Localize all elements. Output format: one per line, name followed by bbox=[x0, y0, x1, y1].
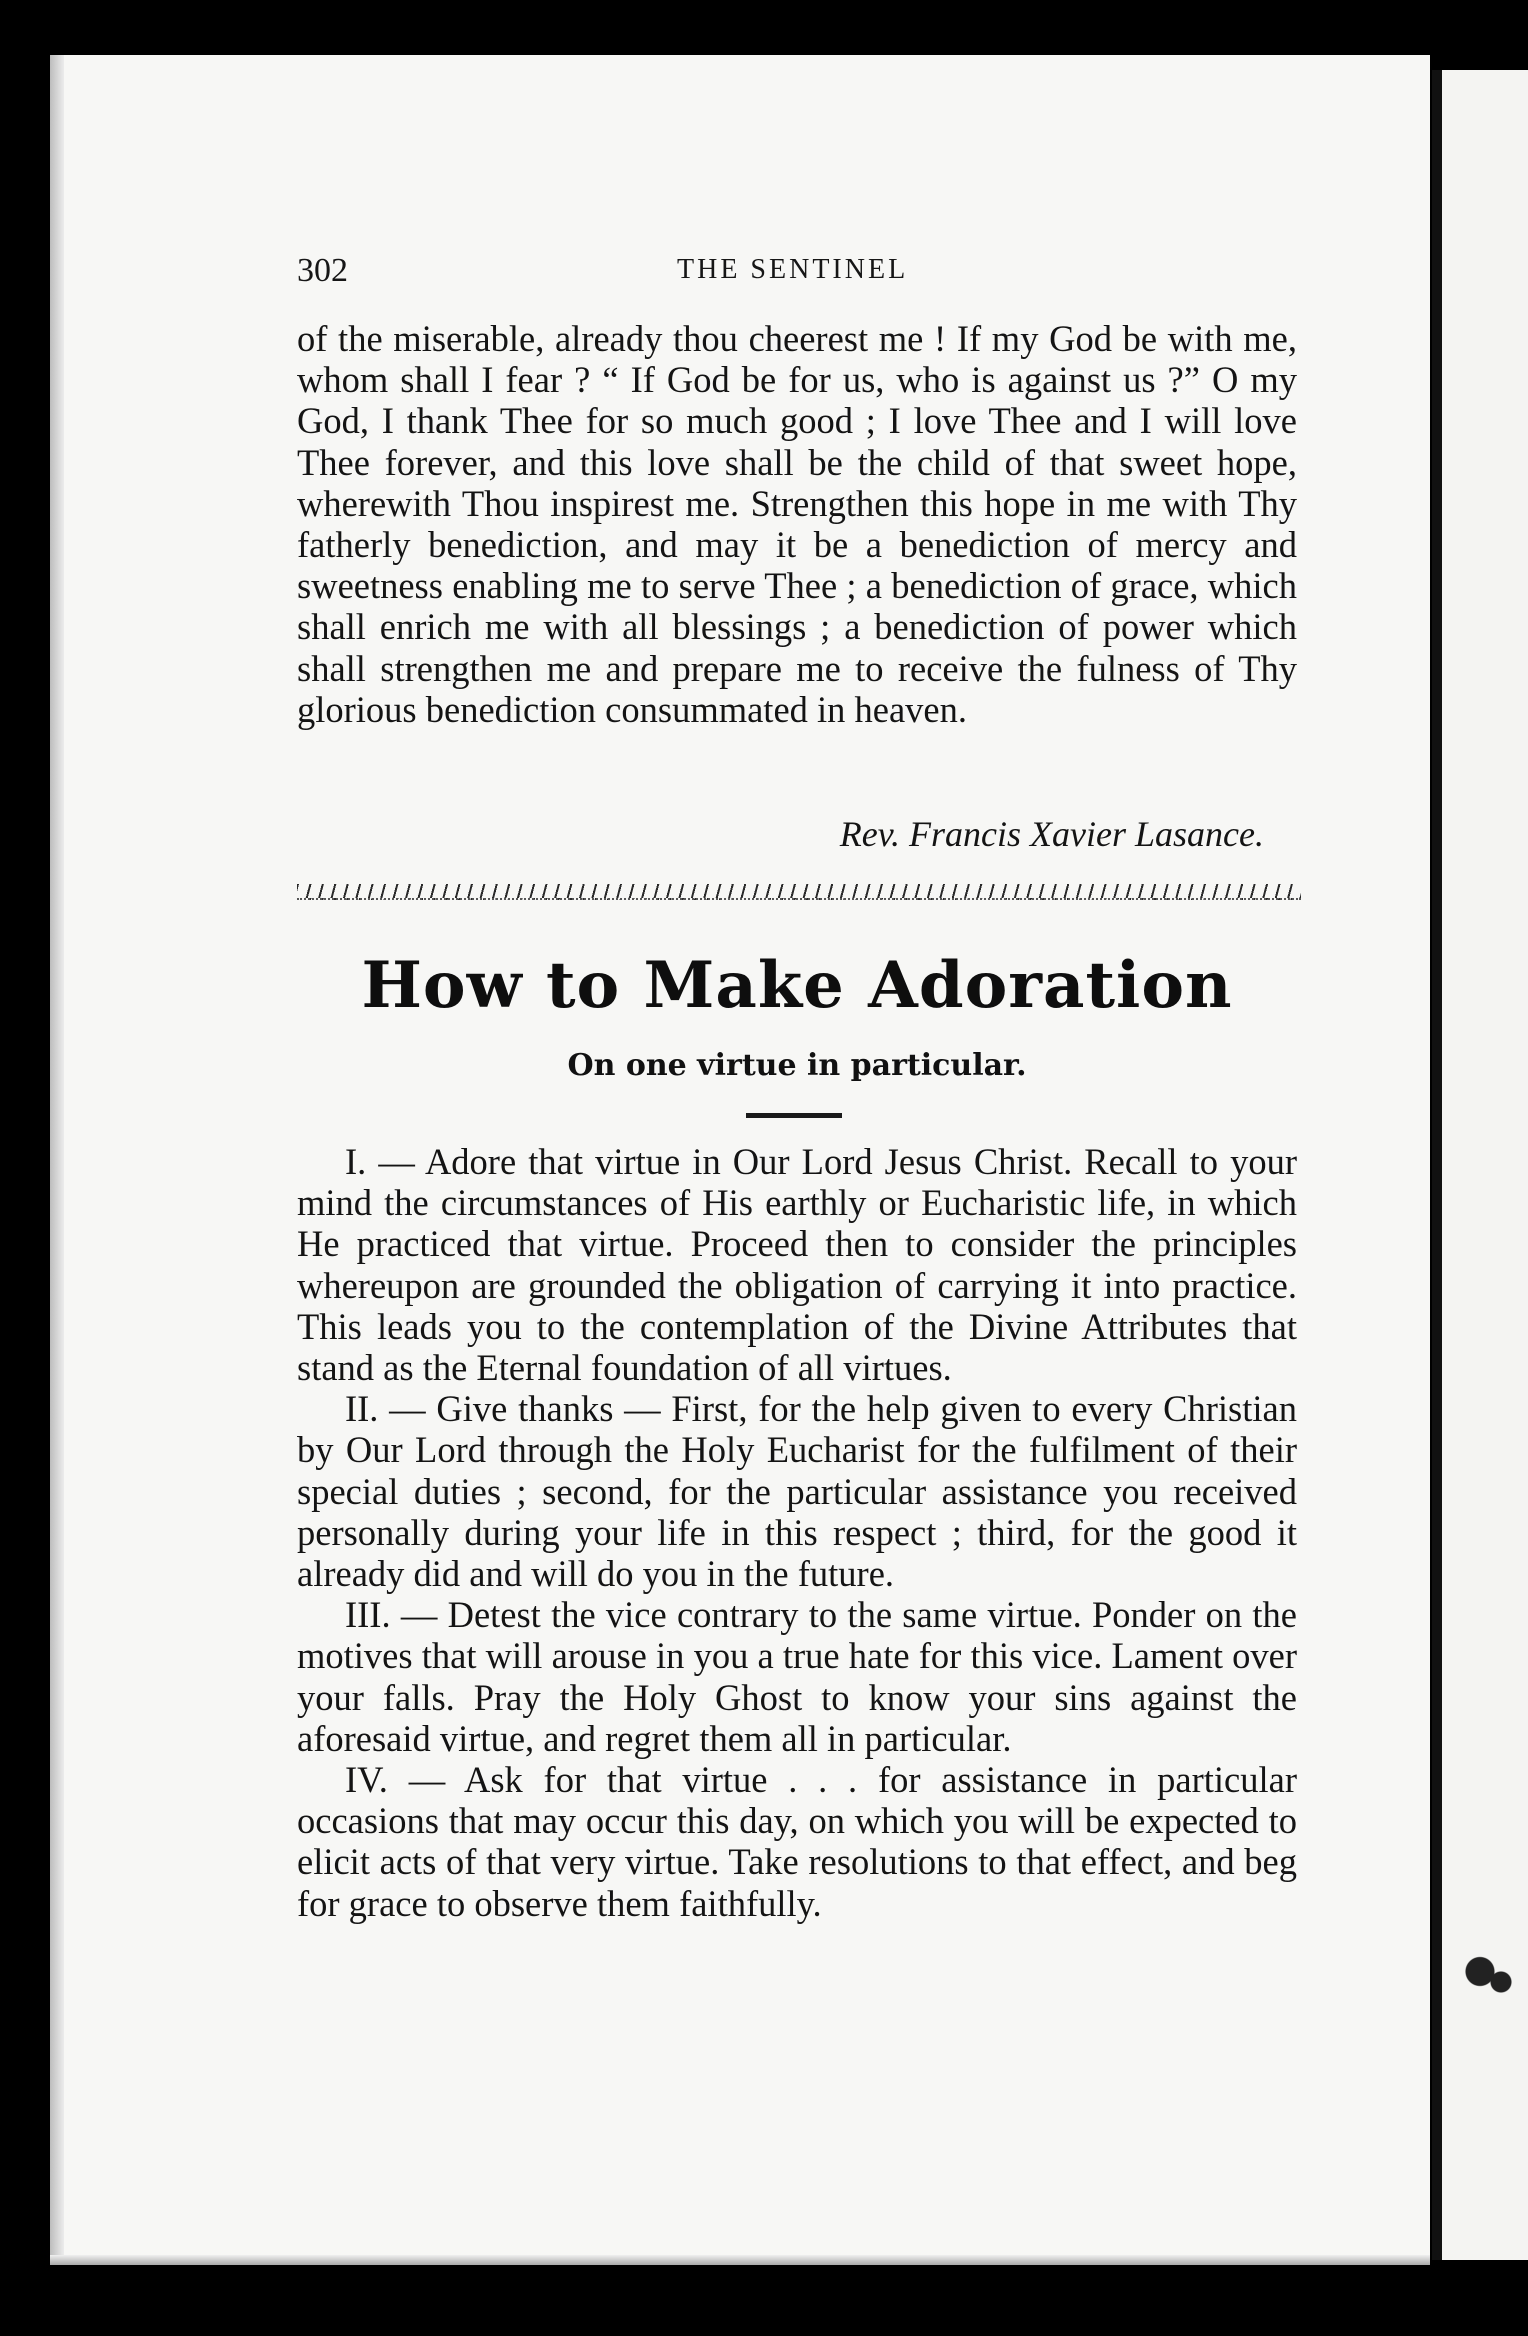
article-paragraph-1: I. — Adore that virtue in Our Lord Jesus Christ. Recall to your mind the circumstances of His earthly or Eucharistic life, in which He practiced that virtue. Proceed then to consider the principles whereupon are grounded the obligation of carrying it into practice. This leads you to the contemplation of the Divine Attributes that stand as the Eternal foundation of all virtues. bbox=[297, 1141, 1297, 1389]
facing-page-ornament bbox=[1452, 1940, 1522, 2010]
article-body bbox=[297, 1141, 1297, 1924]
prayer-text bbox=[297, 318, 1297, 730]
page-number: 302 bbox=[297, 252, 348, 289]
facing-page-edge bbox=[1432, 70, 1528, 2260]
ornamental-divider bbox=[297, 884, 1301, 900]
running-title: THE SENTINEL bbox=[677, 254, 909, 285]
author-signature: Rev. Francis Xavier Lasance. bbox=[839, 814, 1264, 854]
title-rule bbox=[746, 1113, 842, 1118]
article-paragraph-2: II. — Give thanks — First, for the help given to every Christian by Our Lord through the Holy Eucharist for the fulfilment of their special duties ; second, for the particular assistance you received personally during your life in this respect ; third, for the good it already did and will do you in the future. bbox=[297, 1388, 1297, 1595]
article-paragraph-3: III. — Detest the vice contrary to the same virtue. Ponder on the motives that will arouse in you a true hate for this vice. Lament over your falls. Pray the Holy Ghost to know your sins against the aforesaid virtue, and regret them all in particular. bbox=[297, 1594, 1297, 1759]
article-paragraph-4: IV. — Ask for that virtue . . . for assistance in particular occasions that may occur this day, on which you will be expected to elicit acts of that very virtue. Take resolutions to that effect, and beg for grace to observe them faithfully. bbox=[297, 1759, 1297, 1924]
article-subtitle: On one virtue in particular. bbox=[567, 1048, 1027, 1083]
prayer-paragraph: of the miserable, already thou cheerest me ! If my God be with me, whom shall I fear ? “ If God be for us, who is against us ?” O my God, I thank Thee for so much good ; I love Thee and I will love Thee forever, and this love shall be the child of that sweet hope, wherewith Thou inspirest me. Strengthen this hope in me with Thy fatherly benediction, and may it be a benediction of mercy and sweetness enabling me to serve Thee ; a benediction of grace, which shall enrich me with all blessings ; a benediction of power which shall strengthen me and prepare me to receive the fulness of Thy glorious benediction consummated in heaven. bbox=[297, 318, 1297, 730]
article-title: How to Make Adoration bbox=[361, 948, 1233, 1023]
